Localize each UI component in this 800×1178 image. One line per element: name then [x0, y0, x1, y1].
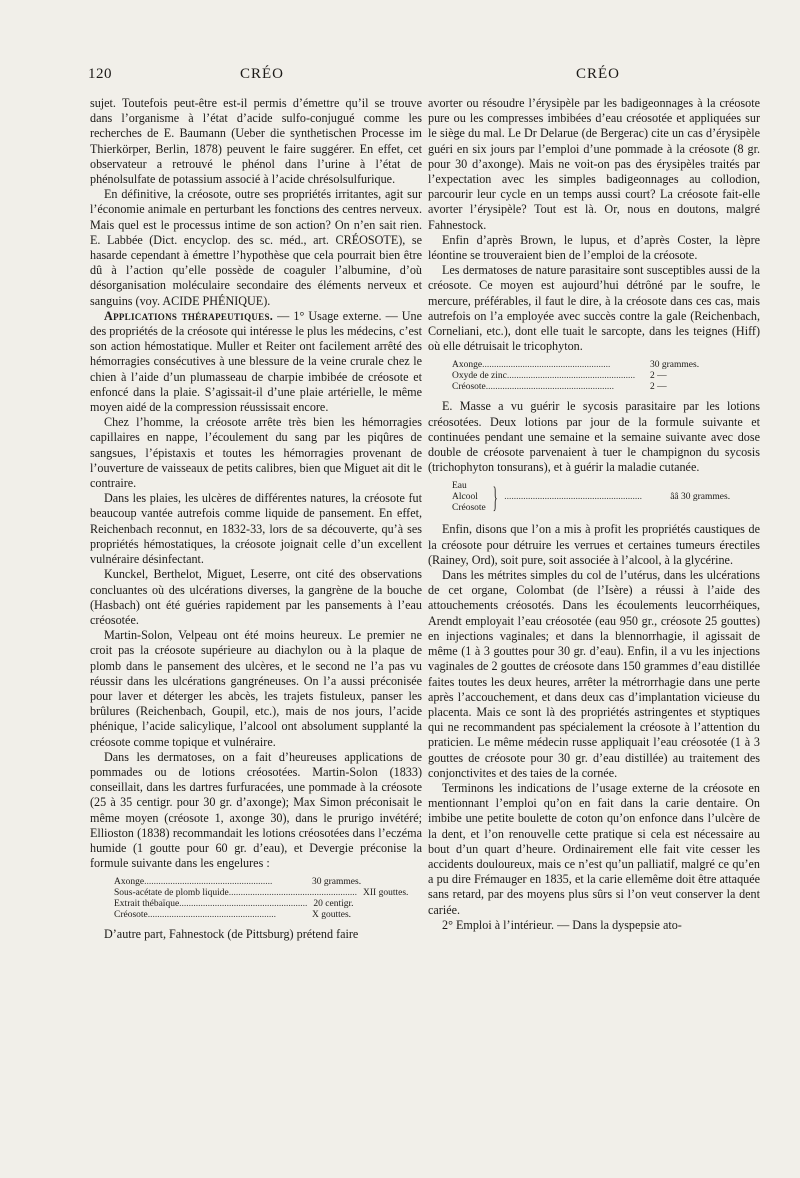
paragraph: Terminons les indications de l’usage externe de la créosote en mentionnant l’emploi qu’on en fait dans la carie dentaire. On imbibe une petite boulette de coton qu’on enfonce dans l’ulcère de la dent, et l’on renouvelle cette pratique si cela est nécessaire au bout d’un quart d’heure. Ordinairement elle fait vite cesser les accidents douloureux, mais ce n’est qu’un palliatif, malgré ce qu’en a pu dire Frémauger en 1835, et la carie ellemême doit être attaquée sans retard, par des moyens plus sûrs si l’on veut conserver la dent cariée. [428, 780, 760, 917]
paragraph: sujet. Toutefois peut-être est-il permis d’émettre qu’il se trouve dans l’organisme à l’état d’acide sulfo-conjugué comme les recherches de E. Baumann (Ueber die synthetischen Processe im Thierkörper, Berlin, 1878) peuvent le faire suggérer. En effet, cet observateur a retrouvé le phénol dans l’urine à l’état de phénolsulfate de potassium associé à l’acide chrésolsulfurique. [90, 96, 422, 187]
brace-icon: } [492, 480, 498, 514]
formula-table [114, 877, 422, 921]
left-column [90, 96, 422, 943]
paragraph: En définitive, la créosote, outre ses propriétés irritantes, agit sur l’économie animale en perturbant les fonctions des centres nerveux. Mais quel est le processus intime de son action? On n’en sait rien. E. Labbée (Dict. encyclop. des sc. méd., art. CRÉOSOTE), se hasarde cependant à émettre l’hypothèse que cela pourrait bien être dû à l’action qu’elle possède de coaguler l’albumine, d’où désorganisation moléculaire secondaire des éléments nerveux et sanguins (voy. ACIDE PHÉNIQUE). [90, 187, 422, 308]
paragraph: Les dermatoses de nature parasitaire sont susceptibles aussi de la créosote. Ce moyen est aujourd’hui détrôné par le soufre, le mercure, préférables, il faut le dire, à la créosote dans ces cas, mais autrefois on l’a employée avec succès contre la gale (Reichenbach, Corneliani, etc.), dont elle tuait le sarcopte, dans les teignes (Hiff) où elle détruisait le tricophyton. [428, 263, 760, 354]
formula-brace-group: Eau Alcool Créosote } .......................................................... ââ 30 grammes. [452, 480, 731, 514]
formula-ingredients: Eau Alcool Créosote [452, 481, 486, 514]
paragraph: Enfin d’après Brown, le lupus, et d’après Coster, la lèpre léontine se trouveraient bien de l’emploi de la créosote. [428, 232, 760, 263]
paragraph: D’autre part, Fahnestock (de Pittsburg) prétend faire [104, 927, 359, 942]
formula-row: Créosote ...................................................... X gouttes. [114, 910, 352, 921]
formula-row: Oxyde de zinc ...................................................... 2 — [452, 371, 667, 382]
header-title-right: CRÉO [576, 66, 621, 82]
paragraph: 2° Emploi à l’intérieur. — Dans la dyspepsie ato- [442, 917, 682, 932]
formula-row: Sous-acétate de plomb liquide ...................................................... XII gouttes. [114, 888, 409, 899]
running-header [0, 66, 800, 90]
paragraph: Martin-Solon, Velpeau ont été moins heureux. Le premier ne croit pas la créosote supérieure au diachylon ou à la plaque de plomb dans le pansement des ulcères, et le second ne l’a pas vu réussir dans les ulcérations gangréneuses. On l’a aussi préconisée pour laver et déterger les abcès, les trajets fistuleux, panser les brûlures (Reichenbach, Goupil, etc.), mais de nos jours, l’acide phénique, l’acide salicylique, l’alcool ont absolument supplanté la créosote comme topique et vulnéraire. [90, 628, 422, 749]
formula-table [452, 360, 760, 393]
formula-row: Axonge ...................................................... 30 grammes. [452, 360, 700, 371]
paragraph [90, 309, 422, 415]
paragraph: Enfin, disons que l’on a mis à profit les propriétés caustiques de la créosote pour détruire les verrues et certaines tumeurs érectiles (Rainey, Ord), soit pure, soit associée à l’alcool, à la glycérine. [428, 522, 760, 567]
formula-row: Axonge ...................................................... 30 grammes. [114, 877, 362, 888]
paragraph: E. Masse a vu guérir le sycosis parasitaire par les lotions créosotées. Deux lotions par jour de la formule suivante et continuées pendant une semaine et la semaine suivante avec dose double de créosote parvenaient à tuer le champignon du sycosis (trichophyton tonsurans), et à guérir la maladie cutanée. [428, 399, 760, 475]
paragraph: Kunckel, Berthelot, Miguet, Leserre, ont cité des observations concluantes où des ulcérations diverses, la gangrène de la bouche (Hasbach) ont été guéries rapidement par les pansements à l’eau créosotée. [90, 567, 422, 627]
paragraph: Dans les métrites simples du col de l’utérus, dans les ulcérations de cet organe, Colombat (de l’Isère) a réussi à l’aide des attouchements créosotés. Dans les écoulements leucorrhéiques, Arendt employait l’eau créosotée (eau 950 gr., créosote 25 gouttes) en injections vaginales; et dans la blennorrhagie, il agissait de même (1 à 3 gouttes pour 30 gr. d’eau). Enfin, il a vu les injections vaginales de 2 gouttes de créosote dans 150 grammes d’eau distillée faites toutes les deux heures, arrêter la métrorrhagie dans une perte après l’accouchement, et dans deux cas d’implantation vicieuse du placenta. Mais ce sont là des propriétés astringentes et styptiques qui ne recommandent pas spécialement la créosote à l’attention du praticien. Le même médecin russe appliquait l’eau créosotée (1 à 3 gouttes de créosote pour 30 gr. d’eau distillée) au traitement des conjonctivites et des taies de la cornée. [428, 568, 760, 780]
header-title-left: CRÉO [240, 66, 285, 82]
page-number: 120 [88, 66, 112, 82]
paragraph: avorter ou résoudre l’érysipèle par les badigeonnages à la créosote pure ou les compresses imbibées d’eau créosotée et appliquées sur le siège du mal. Le Dr Delarue (de Bergerac) cite un cas d’érysipèle guéri en six jours par l’emploi d’une pommade à la créosote (8 gr. pour 30 d’axonge). Mais ne voit-on pas des érysipèles traités par l’expectation avec les simples badigeonnages au collodion, parcourir leur cycle en un temps aussi court? La créosote fait-elle avorter l’érysipèle? Tout est là. Or, nous en doutons, malgré Fahnestock. [428, 96, 760, 232]
paragraph: Chez l’homme, la créosote arrête très bien les hémorragies capillaires en nappe, l’écoulement du sang par les piqûres de sangsues, l’épistaxis et toutes les hémorragies provenant de l’ouverture de vaisseaux de petits calibres, bien que Miguet ait dit le contraire. [90, 415, 422, 491]
formula-row: Créosote ...................................................... 2 — [452, 382, 667, 393]
paragraph: Dans les plaies, les ulcères de différentes natures, la créosote fut beaucoup vantée autrefois comme liquide de pansement. En effet, Reichenbach reconnut, en 1832-33, lors de sa découverte, qu’à ses propriétés hémostatiques, la créosote joignait celle d’un excellent vulnéraire désinfectant. [90, 491, 422, 567]
right-column [428, 96, 760, 933]
formula-quantity: ââ 30 grammes. [670, 492, 731, 503]
formula-row: Extrait thébaïque ...................................................... 20 centigr. [114, 899, 354, 910]
paragraph-text: — 1° Usage externe. — Une des propriétés de la créosote qui intéresse le plus les médecins, c’est son action hémostatique. Muller et Reiter ont facilement arrêté des hémorragies consécutives à une blessure de la veine crurale chez le chien à l’aide d’un plumasseau de charpie imbibée de créosote et enfoncé dans la plaie. S’agissait-il d’une plaie artérielle, le même moyen aidé de la compression réussissait encore. [90, 308, 422, 415]
paragraph: Dans les dermatoses, on a fait d’heureuses applications de pommades ou de lotions créosotées. Martin-Solon (1833) conseillait, dans les dartres furfuracées, une pommade à la créosote (25 à 35 centigr. pour 30 gr. d’axonge); Max Simon préconisait le même moyen (créosote 1, axonge 30), dans le prurigo invétéré; Ellioston (1838) recommandait les lotions créosotées dans l’eczéma humide (1 goutte pour 60 gr. d’eau), et Devergie préconise la formule suivante dans les engelures : [90, 749, 422, 871]
section-heading: Applications thérapeutiques. [104, 308, 274, 323]
